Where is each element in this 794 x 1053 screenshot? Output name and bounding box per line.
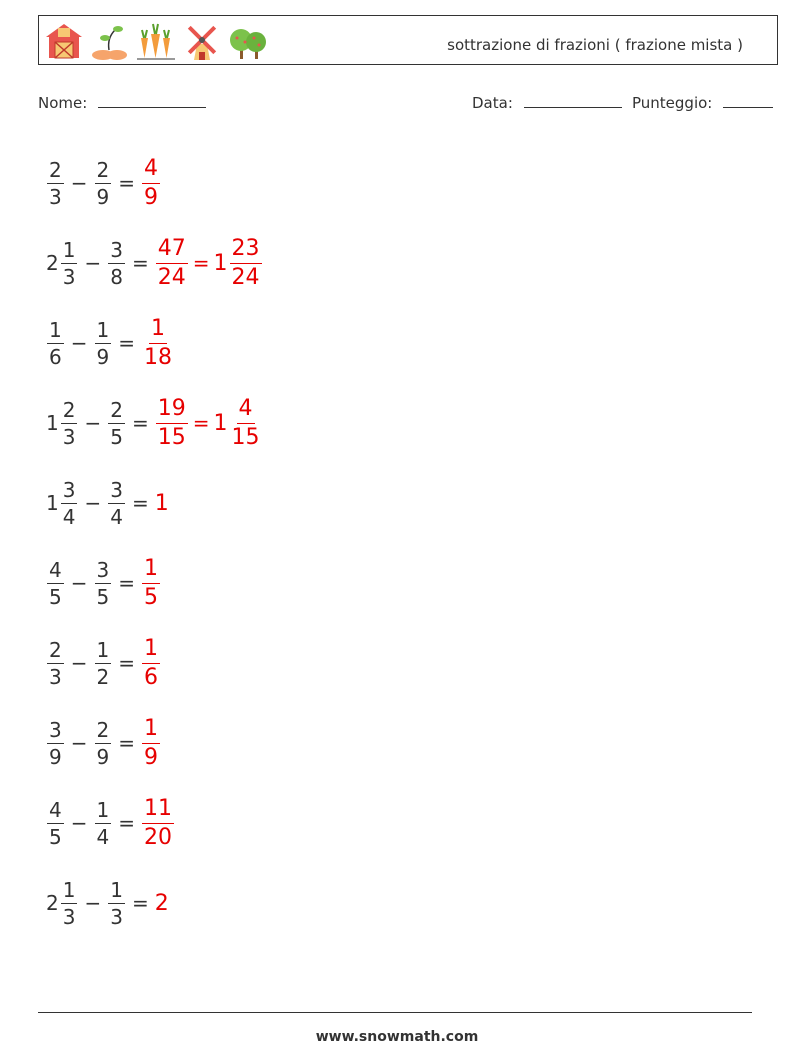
- subtrahend-fraction-numerator: 3: [110, 237, 123, 262]
- subtrahend-fraction-denominator: 8: [110, 264, 123, 289]
- minuend-fraction-denominator: 4: [62, 504, 76, 529]
- answer-equals-sign: =: [192, 251, 210, 275]
- minuend-fraction: [47, 717, 64, 769]
- answer-fraction-denominator: 20: [144, 824, 172, 850]
- problem-row: [46, 303, 263, 383]
- answer-fraction: [142, 635, 160, 690]
- subtrahend-fraction: [95, 157, 112, 209]
- equals-sign: =: [118, 651, 135, 675]
- header-icons: [43, 20, 269, 62]
- subtrahend-fraction: [95, 557, 112, 609]
- subtrahend-fraction-denominator: 9: [96, 184, 110, 209]
- answer-fraction: [142, 795, 174, 850]
- trees-icon: [227, 20, 269, 62]
- answer-fraction-denominator: 15: [157, 424, 186, 450]
- footer-url: www.snowmath.com: [315, 1029, 479, 1045]
- answer-mixed-whole: 1: [213, 410, 228, 436]
- worksheet-header: [38, 15, 778, 65]
- barn-icon: [43, 20, 85, 62]
- minuend-fraction-numerator: 1: [62, 877, 76, 902]
- seedling-icon: [89, 20, 131, 62]
- equals-sign: =: [131, 251, 149, 275]
- answer-fraction: [156, 235, 188, 290]
- minuend-fraction-numerator: 3: [49, 717, 62, 742]
- subtrahend-fraction: [95, 797, 112, 849]
- name-label: Nome:: [38, 94, 88, 112]
- minuend-fraction: [47, 317, 64, 369]
- minuend-fraction-numerator: 1: [49, 317, 62, 342]
- subtrahend-fraction-denominator: 3: [110, 904, 123, 929]
- subtrahend-fraction-denominator: 2: [96, 664, 110, 689]
- problem-row: [46, 463, 263, 543]
- answer: [155, 491, 169, 516]
- subtrahend-fraction: [95, 717, 112, 769]
- minuend-fraction-numerator: 3: [62, 477, 76, 502]
- equals-sign: =: [118, 331, 135, 355]
- subtrahend-fraction: [108, 237, 125, 289]
- problem-row: [46, 543, 263, 623]
- problem-row: [46, 703, 263, 783]
- problem-row: [46, 143, 263, 223]
- minuend-fraction-denominator: 3: [62, 264, 76, 289]
- answer: [155, 395, 263, 450]
- minuend-fraction-numerator: 2: [62, 397, 76, 422]
- answer-fraction-numerator: 1: [149, 318, 167, 344]
- subtrahend-fraction-numerator: 2: [96, 717, 110, 742]
- answer-whole: 1: [154, 490, 169, 516]
- equals-sign: =: [118, 171, 135, 195]
- answer-fraction-denominator: 9: [144, 744, 158, 770]
- answer-fraction-numerator: 1: [142, 638, 160, 664]
- answer-fraction-numerator: 19: [156, 398, 188, 424]
- minus-sign: −: [84, 251, 102, 275]
- problem-row: [46, 623, 263, 703]
- answer-fraction-numerator: 47: [156, 238, 188, 264]
- answer: [141, 555, 161, 610]
- equals-sign: =: [118, 811, 135, 835]
- problem-row: [46, 863, 263, 943]
- problem-row: [46, 383, 263, 463]
- minuend-fraction-numerator: 2: [49, 157, 62, 182]
- minuend-fraction-denominator: 3: [49, 184, 62, 209]
- answer-mixed-fraction-denominator: 15: [231, 424, 260, 450]
- answer: [155, 891, 169, 916]
- minus-sign: −: [84, 491, 102, 515]
- name-field: [38, 93, 206, 112]
- minuend-fraction-denominator: 6: [49, 344, 62, 369]
- answer-fraction: [142, 555, 160, 610]
- minuend-fraction-numerator: 4: [49, 557, 62, 582]
- answer-fraction: [156, 395, 188, 450]
- answer-fraction-numerator: 4: [142, 158, 160, 184]
- subtrahend-fraction-denominator: 4: [96, 824, 110, 849]
- subtrahend-fraction: [108, 397, 125, 449]
- minuend-fraction-numerator: 2: [49, 637, 62, 662]
- answer-fraction: [142, 715, 160, 770]
- minuend-fraction-denominator: 3: [49, 664, 62, 689]
- subtrahend-fraction-numerator: 2: [96, 157, 110, 182]
- minuend-whole: 2: [46, 251, 59, 275]
- answer: [141, 715, 161, 770]
- answer: [141, 635, 161, 690]
- minuend-fraction: [61, 237, 78, 289]
- subtrahend-fraction: [95, 637, 112, 689]
- subtrahend-fraction-numerator: 1: [110, 877, 123, 902]
- answer: [141, 795, 175, 850]
- date-field: [472, 93, 622, 112]
- date-label: Data:: [472, 94, 513, 112]
- subtrahend-fraction-denominator: 5: [110, 424, 123, 449]
- score-field: [632, 93, 773, 112]
- answer-whole: 2: [154, 890, 169, 916]
- answer-fraction-denominator: 9: [144, 184, 158, 210]
- equals-sign: =: [118, 571, 135, 595]
- equals-sign: =: [118, 731, 135, 755]
- subtrahend-fraction-numerator: 1: [96, 637, 110, 662]
- answer-equals-sign: =: [192, 411, 210, 435]
- answer-mixed-fraction-numerator: 23: [230, 238, 262, 264]
- subtrahend-fraction: [108, 877, 125, 929]
- subtrahend-fraction-numerator: 1: [96, 797, 110, 822]
- date-blank[interactable]: [524, 93, 622, 108]
- minuend-whole: 1: [46, 411, 59, 435]
- answer-fraction-numerator: 1: [142, 558, 160, 584]
- minus-sign: −: [70, 811, 88, 835]
- score-label: Punteggio:: [632, 94, 713, 112]
- answer-mixed-fraction: [230, 395, 262, 450]
- minuend-whole: 1: [46, 491, 59, 515]
- answer-mixed-fraction-numerator: 4: [237, 398, 255, 424]
- answer-fraction-denominator: 18: [144, 344, 172, 370]
- worksheet-title: sottrazione di frazioni ( frazione mista ): [447, 36, 743, 54]
- subtrahend-fraction: [95, 317, 112, 369]
- minuend-fraction: [47, 557, 64, 609]
- answer: [155, 235, 263, 290]
- name-blank[interactable]: [98, 93, 206, 108]
- minuend-fraction-numerator: 1: [62, 237, 76, 262]
- minuend-whole: 2: [46, 891, 59, 915]
- windmill-icon: [181, 20, 223, 62]
- answer-mixed-fraction: [230, 235, 262, 290]
- carrots-icon: [135, 20, 177, 62]
- subtrahend-fraction: [108, 477, 125, 529]
- minuend-fraction-denominator: 9: [49, 744, 62, 769]
- equals-sign: =: [131, 411, 149, 435]
- subtrahend-fraction-denominator: 9: [96, 344, 110, 369]
- answer-fraction: [142, 315, 174, 370]
- subtrahend-fraction-numerator: 1: [96, 317, 110, 342]
- answer-fraction-denominator: 5: [144, 584, 158, 610]
- footer-divider: [38, 1012, 752, 1013]
- answer-fraction: [142, 155, 160, 210]
- minus-sign: −: [84, 411, 102, 435]
- subtrahend-fraction-denominator: 9: [96, 744, 110, 769]
- minuend-fraction: [47, 797, 64, 849]
- minuend-fraction: [47, 637, 64, 689]
- answer-mixed-whole: 1: [213, 250, 228, 276]
- answer: [141, 155, 161, 210]
- minuend-fraction: [61, 477, 78, 529]
- answer-fraction-numerator: 1: [142, 718, 160, 744]
- equals-sign: =: [131, 491, 149, 515]
- answer-fraction-numerator: 11: [142, 798, 174, 824]
- equals-sign: =: [131, 891, 149, 915]
- score-blank[interactable]: [723, 93, 773, 108]
- minuend-fraction-numerator: 4: [49, 797, 62, 822]
- subtrahend-fraction-numerator: 3: [96, 557, 110, 582]
- minuend-fraction: [47, 157, 64, 209]
- problem-list: [46, 143, 263, 943]
- minus-sign: −: [70, 731, 88, 755]
- minuend-fraction-denominator: 3: [62, 424, 76, 449]
- minus-sign: −: [70, 171, 88, 195]
- subtrahend-fraction-numerator: 3: [110, 477, 123, 502]
- answer-fraction-denominator: 6: [144, 664, 158, 690]
- subtrahend-fraction-denominator: 5: [96, 584, 110, 609]
- minuend-fraction: [61, 877, 78, 929]
- answer-fraction-denominator: 24: [157, 264, 186, 290]
- subtrahend-fraction-denominator: 4: [110, 504, 123, 529]
- minus-sign: −: [70, 571, 88, 595]
- minuend-fraction: [61, 397, 78, 449]
- answer-mixed-fraction-denominator: 24: [231, 264, 260, 290]
- problem-row: [46, 223, 263, 303]
- problem-row: [46, 783, 263, 863]
- minuend-fraction-denominator: 5: [49, 584, 62, 609]
- answer: [141, 315, 175, 370]
- minus-sign: −: [84, 891, 102, 915]
- minus-sign: −: [70, 331, 88, 355]
- subtrahend-fraction-numerator: 2: [110, 397, 123, 422]
- minuend-fraction-denominator: 5: [49, 824, 62, 849]
- minus-sign: −: [70, 651, 88, 675]
- minuend-fraction-denominator: 3: [62, 904, 76, 929]
